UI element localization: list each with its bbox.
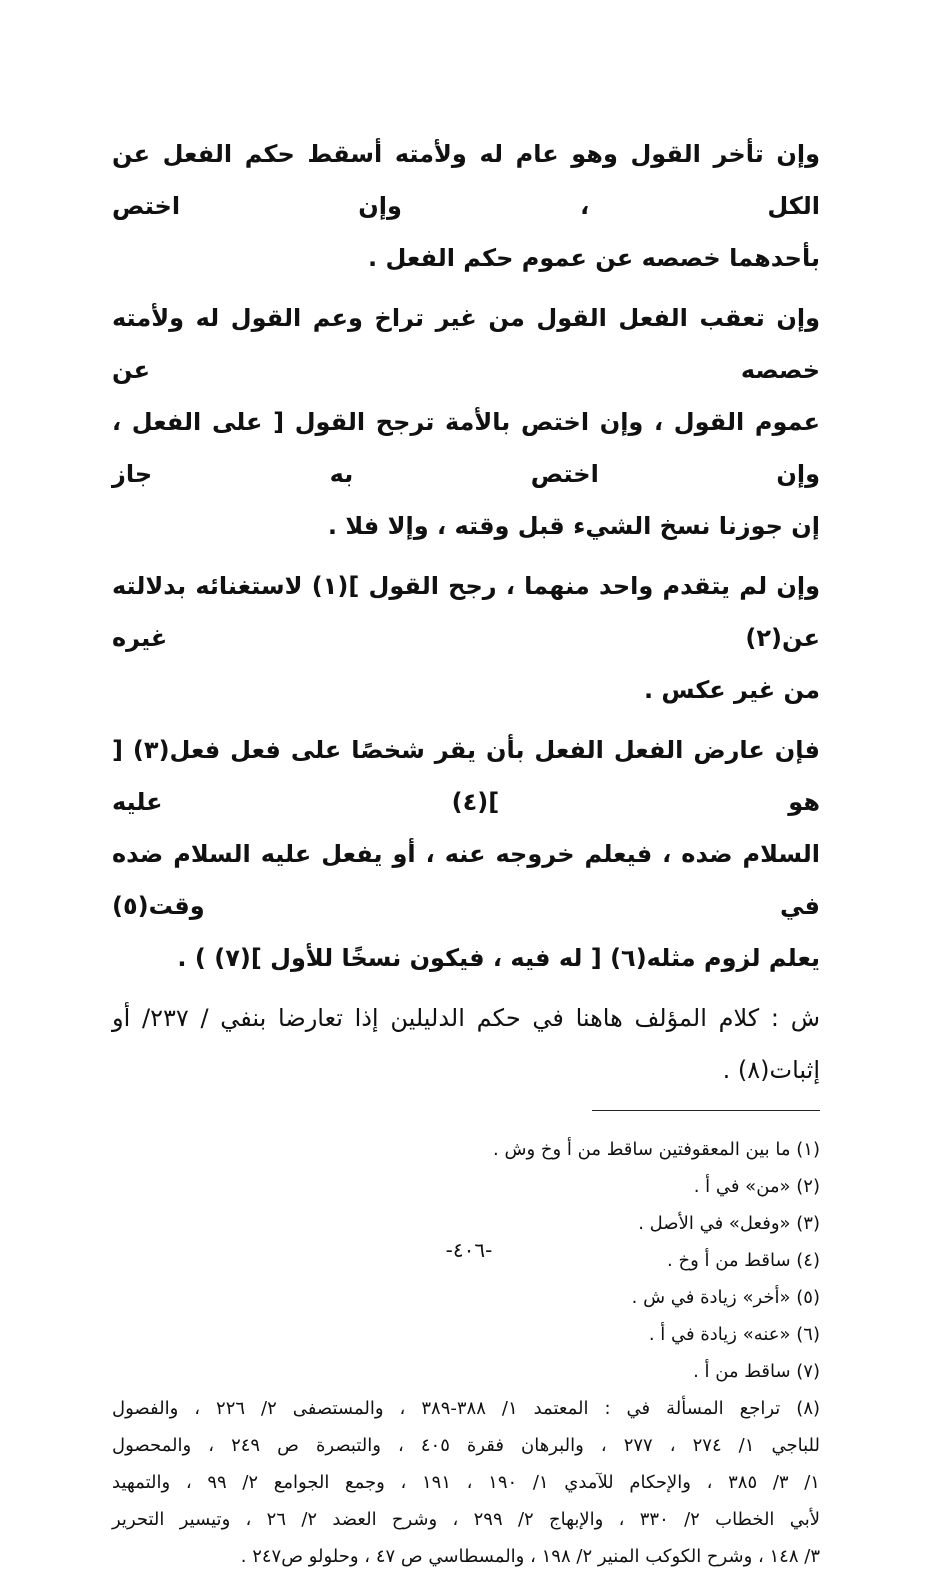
paragraph [112,292,820,552]
paragraph-line: فإن عارض الفعل الفعل بأن يقر شخصًا على فعل فعل(٣) [ هو ](٤) عليه [112,736,821,816]
footnote-line: (٣) «وفعل» في الأصل . [638,1213,820,1234]
paragraph [112,560,820,716]
footnote [112,1131,820,1168]
footnote [112,1316,820,1353]
paragraph-line: من غير عكس . [643,676,820,704]
footnote [112,1168,820,1205]
paragraph-line: إثبات(٨) . [722,1056,820,1084]
body-text [112,128,820,1096]
footnote [112,1390,820,1575]
paragraph [112,992,820,1096]
footnote-separator [592,1110,820,1111]
paragraph-line: عموم القول ، وإن اختص بالأمة ترجح القول [ على الفعل ، وإن اختص به جاز [112,408,820,488]
footnote-line: ٣/ ١٤٨ ، وشرح الكوكب المنير ٢/ ١٩٨ ، والمسطاسي ص ٤٧ ، وحلولو ص٢٤٧ . [240,1546,820,1567]
footnote-line: (٥) «أخر» زيادة في ش . [631,1287,820,1308]
footnote-line: (٦) «عنه» زيادة في أ . [648,1324,820,1345]
paragraph-line: وإن تعقب الفعل القول من غير تراخ وعم القول له ولأمته خصصه عن [112,304,820,384]
page-number: -٤٠٦- [445,1238,493,1262]
footnote-line: (١) ما بين المعقوفتين ساقط من أ وخ وش . [493,1139,820,1160]
footnote-line: (٧) ساقط من أ . [693,1361,820,1382]
footnote-line: (٢) «من» في أ . [693,1176,820,1197]
paragraph-line: السلام ضده ، فيعلم خروجه عنه ، أو يفعل عليه السلام ضده في وقت(٥) [112,840,820,920]
paragraph [112,724,820,984]
paragraph-line: إن جوزنا نسخ الشيء قبل وقته ، وإلا فلا . [327,512,820,540]
footnotes [112,1131,820,1575]
footnote [112,1279,820,1316]
paragraph-line: ش : كلام المؤلف هاهنا في حكم الدليلين إذا تعارضا بنفي / ٢٣٧/ أو [112,1004,820,1032]
paragraph [112,128,820,284]
footnote-line: لأبي الخطاب ٢/ ٣٣٠ ، والإبهاج ٢/ ٢٩٩ ، وشرح العضد ٢/ ٢٦ ، وتيسير التحرير [112,1509,821,1530]
footnote-line: ١/ ٣/ ٣٨٥ ، والإحكام للآمدي ١/ ١٩٠ ، ١٩١ ، وجمع الجوامع ٢/ ٩٩ ، والتمهيد [112,1472,820,1493]
paragraph-line: بأحدهما خصصه عن عموم حكم الفعل . [368,244,820,272]
footnote-line: (٨) تراجع المسألة في : المعتمد ١/ ٣٨٨-٣٨٩ ، والمستصفى ٢/ ٢٢٦ ، والفصول [112,1398,821,1419]
footnote [112,1205,820,1242]
footnote-line: للباجي ١/ ٢٧٤ ، ٢٧٧ ، والبرهان فقرة ٤٠٥ ، والتبصرة ص ٢٤٩ ، والمحصول [112,1435,820,1456]
footnote-line: (٤) ساقط من أ وخ . [667,1250,820,1271]
paragraph-line: وإن لم يتقدم واحد منهما ، رجح القول ](١) لاستغنائه بدلالته عن(٢) غيره [112,572,820,652]
paragraph-line: وإن تأخر القول وهو عام له ولأمته أسقط حكم الفعل عن الكل ، وإن اختص [112,140,820,220]
paragraph-line: يعلم لزوم مثله(٦) [ له فيه ، فيكون نسخًا للأول ](٧) ) . [177,944,820,972]
footnote [112,1353,820,1390]
